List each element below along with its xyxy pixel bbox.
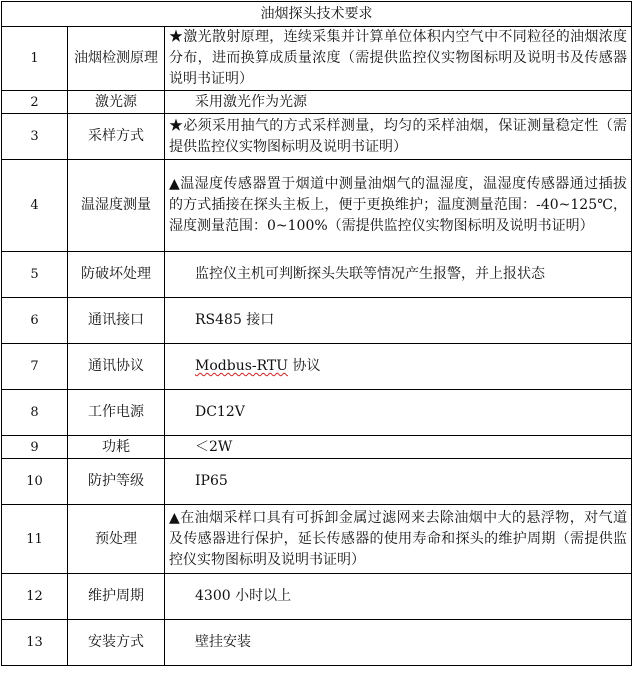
- protocol-name: Modbus-RTU: [195, 358, 289, 374]
- table-row: [2, 298, 632, 344]
- item-name: 安装方式: [68, 620, 165, 666]
- table-row: [2, 91, 632, 114]
- row-number: 6: [2, 298, 68, 344]
- table-title: 油烟探头技术要求: [2, 2, 632, 27]
- item-requirement: RS485 接口: [165, 298, 632, 344]
- item-requirement: IP65: [165, 459, 632, 505]
- item-name: 温湿度测量: [68, 160, 165, 252]
- item-name: 维护周期: [68, 574, 165, 620]
- table-row: [2, 27, 632, 91]
- item-requirement: ★激光散射原理，连续采集并计算单位体积内空气中不同粒径的油烟浓度分布，进而换算成质量浓度（需提供监控仪实物图标明及说明书及传感器说明书证明）: [165, 27, 632, 91]
- item-requirement: ▲温湿度传感器置于烟道中测量油烟气的温湿度，温湿度传感器通过插拔的方式插接在探头主板上，便于更换维护；温度测量范围：-40~125℃，湿度测量范围：0~100%（需提供监控仪实物图标明及说明书证明）: [165, 160, 632, 252]
- item-requirement: 监控仪主机可判断探头失联等情况产生报警，并上报状态: [165, 252, 632, 298]
- item-requirement: [165, 344, 632, 390]
- item-name: 防护等级: [68, 459, 165, 505]
- row-number: 3: [2, 114, 68, 160]
- table-row: [2, 160, 632, 252]
- item-name: 预处理: [68, 505, 165, 574]
- row-number: 4: [2, 160, 68, 252]
- row-number: 10: [2, 459, 68, 505]
- table-row: [2, 574, 632, 620]
- item-name: 通讯接口: [68, 298, 165, 344]
- spec-table: [1, 1, 632, 666]
- row-number: 11: [2, 505, 68, 574]
- item-requirement: 采用激光作为光源: [165, 91, 632, 114]
- row-number: 7: [2, 344, 68, 390]
- item-requirement: DC12V: [165, 390, 632, 436]
- item-requirement: ＜2W: [165, 436, 632, 459]
- item-name: 采样方式: [68, 114, 165, 160]
- item-name: 通讯协议: [68, 344, 165, 390]
- row-number: 13: [2, 620, 68, 666]
- table-row: [2, 505, 632, 574]
- row-number: 12: [2, 574, 68, 620]
- row-number: 8: [2, 390, 68, 436]
- item-requirement: 4300 小时以上: [165, 574, 632, 620]
- table-row: [2, 344, 632, 390]
- item-requirement: ★必须采用抽气的方式采样测量，均匀的采样油烟，保证测量稳定性（需提供监控仪实物图标明及说明书证明）: [165, 114, 632, 160]
- row-number: 5: [2, 252, 68, 298]
- table-title-row: [2, 2, 632, 27]
- item-name: 工作电源: [68, 390, 165, 436]
- protocol-suffix: 协议: [288, 358, 321, 374]
- table-row: [2, 620, 632, 666]
- table-row: [2, 114, 632, 160]
- item-name: 防破坏处理: [68, 252, 165, 298]
- table-row: [2, 459, 632, 505]
- row-number: 9: [2, 436, 68, 459]
- item-name: 激光源: [68, 91, 165, 114]
- row-number: 1: [2, 27, 68, 91]
- row-number: 2: [2, 91, 68, 114]
- item-name: 油烟检测原理: [68, 27, 165, 91]
- table-row: [2, 252, 632, 298]
- item-requirement: 壁挂安装: [165, 620, 632, 666]
- item-name: 功耗: [68, 436, 165, 459]
- table-row: [2, 436, 632, 459]
- table-row: [2, 390, 632, 436]
- item-requirement: ▲在油烟采样口具有可拆卸金属过滤网来去除油烟中大的悬浮物，对气道及传感器进行保护，延长传感器的使用寿命和探头的维护周期（需提供监控仪实物图标明及说明书证明）: [165, 505, 632, 574]
